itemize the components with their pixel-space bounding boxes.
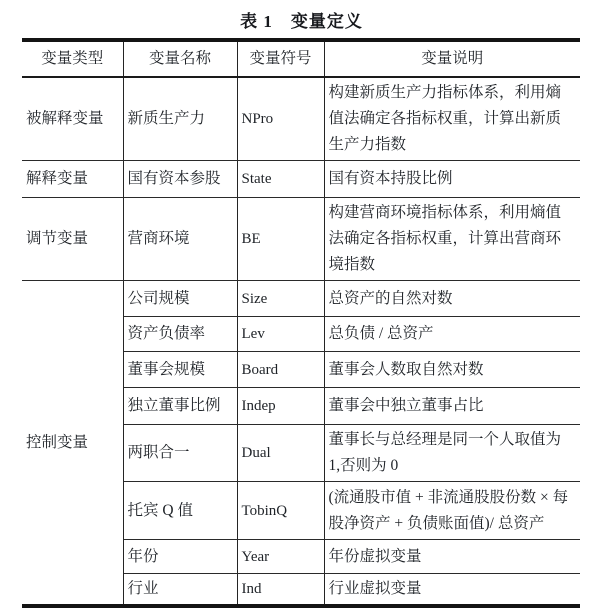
variable-desc-cell: 董事长与总经理是同一个人取值为 1,否则为 0 bbox=[324, 425, 580, 482]
variable-desc-cell: 行业虚拟变量 bbox=[328, 580, 422, 597]
variable-symbol-cell: Dual bbox=[237, 425, 324, 482]
variable-name-cell: 托宾 Q 值 bbox=[123, 482, 237, 540]
variable-symbol-cell: Indep bbox=[237, 388, 324, 425]
variable-desc-cell: 总资产的自然对数 bbox=[324, 281, 580, 317]
col-header-variable-symbol: 变量符号 bbox=[237, 40, 324, 77]
variable-name-cell: 公司规模 bbox=[123, 281, 237, 317]
col-header-variable-type: 变量类型 bbox=[22, 40, 123, 77]
variable-name-cell: 董事会规模 bbox=[123, 352, 237, 388]
variable-name-cell: 年份 bbox=[123, 540, 237, 574]
table-row bbox=[22, 281, 580, 317]
col-header-variable-name: 变量名称 bbox=[123, 40, 237, 77]
variable-name-cell: 新质生产力 bbox=[123, 77, 237, 161]
variable-type-cell-merged: 控制变量 bbox=[22, 281, 123, 607]
col-header-variable-desc: 变量说明 bbox=[324, 40, 580, 77]
variable-desc-cell: 董事会人数取自然对数 bbox=[324, 352, 580, 388]
variable-desc-cell: 董事会中独立董事占比 bbox=[324, 388, 580, 425]
variable-name-cell: 行业 bbox=[123, 574, 237, 607]
variable-desc-cell: 构建新质生产力指标体系，利用熵值法确定各指标权重，计算出新质生产力指数 bbox=[324, 77, 580, 161]
variable-symbol-cell: NPro bbox=[237, 77, 324, 161]
variable-desc-cell: 国有资本持股比例 bbox=[324, 161, 580, 198]
table-caption: 表 1 变量定义 bbox=[240, 12, 363, 31]
table-row bbox=[22, 161, 580, 198]
variable-desc-cell: (流通股市值 + 非流通股股份数 × 每股净资产 + 负债账面值)/ 总资产 bbox=[324, 482, 580, 540]
table-row bbox=[22, 198, 580, 281]
variable-symbol-cell: Board bbox=[237, 352, 324, 388]
variable-symbol-cell: BE bbox=[237, 198, 324, 281]
variable-type-cell: 调节变量 bbox=[22, 198, 123, 281]
variable-desc-cell: 年份虚拟变量 bbox=[324, 540, 580, 574]
variable-name-cell: 营商环境 bbox=[123, 198, 237, 281]
variable-symbol-cell: Year bbox=[237, 540, 324, 574]
header-row bbox=[22, 40, 580, 77]
variable-symbol-cell: Size bbox=[237, 281, 324, 317]
variable-symbol-cell: TobinQ bbox=[237, 482, 324, 540]
variable-symbol-cell: Lev bbox=[237, 317, 324, 352]
variable-desc-cell: 构建营商环境指标体系，利用熵值法确定各指标权重，计算出营商环境指数 bbox=[324, 198, 580, 281]
variable-name-cell: 独立董事比例 bbox=[123, 388, 237, 425]
table-row bbox=[22, 77, 580, 161]
variable-definitions-table bbox=[22, 38, 580, 608]
variable-name-cell: 国有资本参股 bbox=[123, 161, 237, 198]
variable-symbol-cell: Ind bbox=[237, 574, 324, 607]
variable-name-cell: 资产负债率 bbox=[123, 317, 237, 352]
variable-type-cell: 被解释变量 bbox=[22, 77, 123, 161]
variable-name-cell: 两职合一 bbox=[123, 425, 237, 482]
variable-desc-cell: 总负债 / 总资产 bbox=[324, 317, 580, 352]
variable-symbol-cell: State bbox=[237, 161, 324, 198]
variable-type-cell: 解释变量 bbox=[22, 161, 123, 198]
